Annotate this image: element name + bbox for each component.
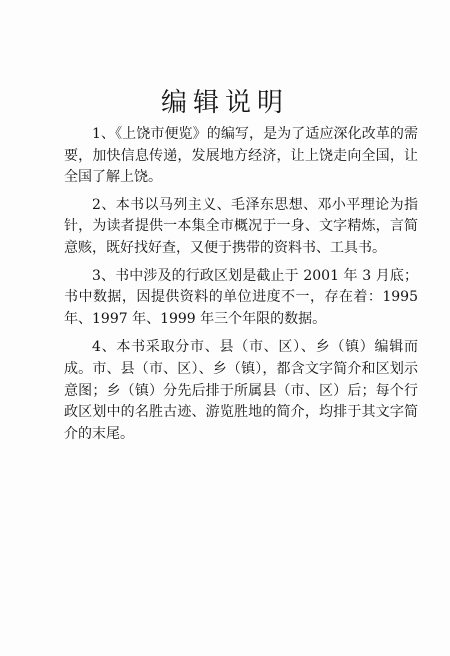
- note-paragraph-3: 3、书中涉及的行政区划是截止于 2001 年 3 月底；书中数据，因提供资料的单位进度不一，存在着：1995 年、1997 年、1999 年三个年限的数据。: [64, 267, 418, 327]
- note-paragraph-2: 2、本书以马列主义、毛泽东思想、邓小平理论为指针，为读者提供一本集全市概况于一身、文字精炼，言简意赅，既好找好查，又便于携带的资料书、工具书。: [64, 196, 418, 256]
- note-paragraph-1: 1、《上饶市便览》的编写，是为了适应深化改革的需要，加快信息传递，发展地方经济，让上饶走向全国，让全国了解上饶。: [64, 126, 418, 186]
- note-paragraph-4: 4、本书采取分市、县（市、区）、乡（镇）编辑而成。市、县（市、区）、乡（镇），都含文字简介和区划示意图；乡（镇）分先后排于所属县（市、区）后；每个行政区划中的名胜古迹、游览胜地的简介，均排于其文字简介的末尾。: [64, 339, 418, 442]
- editorial-notes-body: [64, 124, 418, 451]
- page-title: 编辑说明: [160, 88, 289, 118]
